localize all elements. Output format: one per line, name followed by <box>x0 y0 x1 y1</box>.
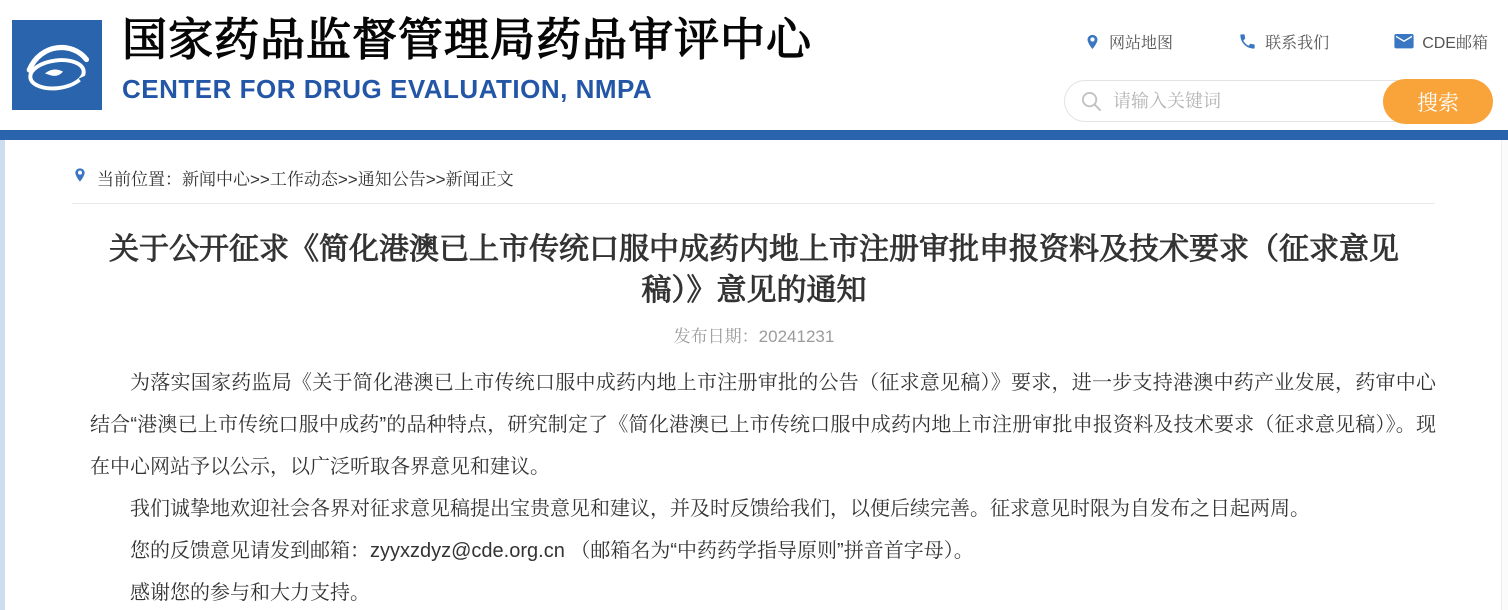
site-title-cn: 国家药品监督管理局药品审评中心 <box>122 14 813 65</box>
contact-us-link-label: 联系我们 <box>1265 35 1330 52</box>
search-input[interactable] <box>1111 82 1361 120</box>
article-body <box>90 362 1436 610</box>
cde-mail-link-label: CDE邮箱 <box>1422 35 1488 52</box>
site-title-block <box>122 14 812 105</box>
breadcrumb <box>72 140 1435 204</box>
article-title: 关于公开征求《简化港澳已上市传统口服中成药内地上市注册审批申报资料及技术要求（征求意见稿）》意见的通知 <box>109 233 1399 307</box>
site-logo[interactable] <box>12 20 102 110</box>
search-icon <box>1081 91 1102 117</box>
publish-date <box>0 322 1508 347</box>
location-pin-icon <box>1084 32 1101 52</box>
main-nav-bar <box>0 130 1508 140</box>
article-paragraph: 感谢您的参与和大力支持。 <box>130 582 370 604</box>
cde-mail-link[interactable] <box>1394 30 1488 53</box>
publish-date-label: 发布日期： <box>673 327 759 346</box>
search-bar <box>1064 80 1492 122</box>
search-button[interactable]: 搜索 <box>1383 79 1493 124</box>
site-header <box>0 0 1508 130</box>
cde-logo-icon <box>18 24 96 107</box>
scrollbar-track[interactable] <box>1501 140 1508 610</box>
sitemap-link[interactable] <box>1084 30 1173 53</box>
article-paragraph-email: 您的反馈意见请发到邮箱：zyyxzdyz@cde.org.cn （邮箱名为“中药药学指导原则”拼音首字母）。 <box>130 540 974 562</box>
contact-us-link[interactable] <box>1238 30 1329 53</box>
site-title-en: CENTER FOR DRUG EVALUATION, NMPA <box>122 74 653 104</box>
top-links-nav <box>1084 30 1488 53</box>
envelope-icon <box>1394 34 1414 50</box>
news-article <box>0 229 1508 610</box>
phone-icon <box>1238 32 1257 51</box>
article-paragraph: 我们诚挚地欢迎社会各界对征求意见稿提出宝贵意见和建议，并及时反馈给我们，以便后续完善。征求意见时限为自发布之日起两周。 <box>130 498 1310 520</box>
breadcrumb-label: 当前位置： <box>97 170 182 189</box>
location-pin-icon <box>72 165 97 190</box>
sitemap-link-label: 网站地图 <box>1109 35 1174 52</box>
publish-date-value: 20241231 <box>758 327 835 346</box>
breadcrumb-path[interactable]: 新闻中心>>工作动态>>通知公告>>新闻正文 <box>182 170 514 189</box>
main-content <box>0 140 1508 610</box>
article-paragraph: 为落实国家药监局《关于简化港澳已上市传统口服中成药内地上市注册审批的公告（征求意见稿）》要求，进一步支持港澳中药产业发展，药审中心结合“港澳已上市传统口服中成药”的品种特点，研究制定了《简化港澳已上市传统口服中成药内地上市注册审批申报资料及技术要求（征求意见稿）》。现在中心网站予以公示，以广泛听取各界意见和建议。 <box>90 372 1436 478</box>
left-edge-stripe <box>0 140 5 610</box>
